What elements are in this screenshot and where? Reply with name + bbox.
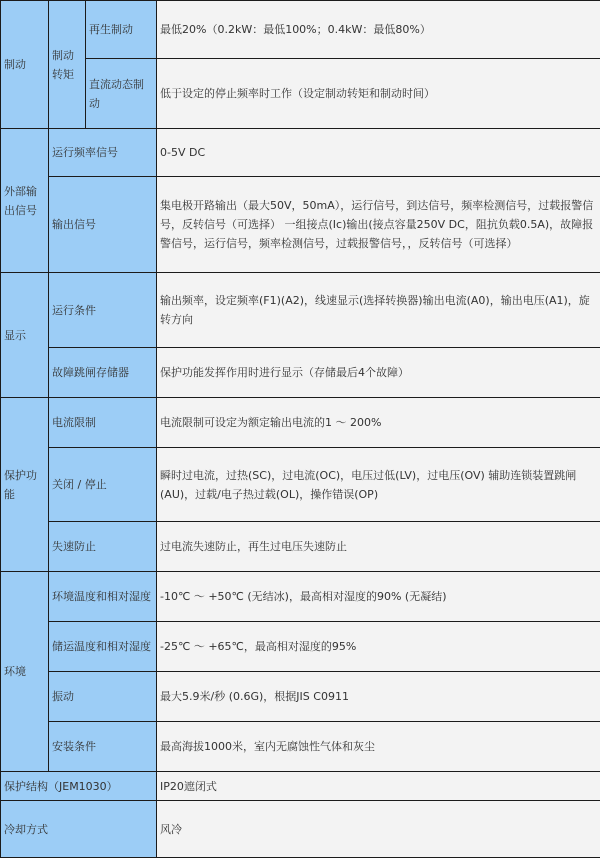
label-run-condition: 运行条件 [49,273,157,348]
label-output-signal: 输出信号 [49,177,157,273]
value-regen-brake: 最低20%（0.2kW：最低100%；0.4kW：最低80%） [157,1,600,59]
table-row [1,1,600,59]
label-regen-brake: 再生制动 [86,1,157,59]
label-cooling: 冷却方式 [1,801,157,858]
label-installation: 安装条件 [49,722,157,772]
label-stall-prevention: 失速防止 [49,522,157,572]
label-fault-memory: 故障跳闸存储器 [49,348,157,398]
value-run-condition: 输出频率，设定频率(F1)(A2)，线速显示(选择转换器)输出电流(A0)，输出电压(A1)，旋转方向 [157,273,600,348]
category-environment: 环境 [1,572,49,772]
table-row [1,522,600,572]
table-row [1,59,600,129]
category-brake: 制动 [1,1,49,129]
value-output-signal: 集电极开路输出（最大50V，50mA），运行信号，到达信号，频率检测信号，过载报警信号，反转信号（可选择） 一组接点(Ic)输出(接点容量250V DC，阻抗负载0.5A)，故障报警信号，运行信号，频率检测信号，过载报警信号，，反转信号（可选择） [157,177,600,273]
table-row [1,672,600,722]
label-storage: 储运温度和相对湿度 [49,622,157,672]
label-shutdown: 关闭 / 停止 [49,448,157,522]
label-current-limit: 电流限制 [49,398,157,448]
label-freq-signal: 运行频率信号 [49,129,157,177]
table-row [1,448,600,522]
value-shutdown: 瞬时过电流，过热(SC)，过电流(OC)，电压过低(LV)，过电压(OV) 辅助连锁装置跳闸(AU)，过载/电子热过载(OL)，操作错误(OP) [157,448,600,522]
value-installation: 最高海拔1000米，室内无腐蚀性气体和灰尘 [157,722,600,772]
table-row [1,572,600,622]
table-row [1,722,600,772]
table-row [1,348,600,398]
value-ambient: -10℃ ～ +50℃ (无结冰)，最高相对湿度的90% (无凝结) [157,572,600,622]
value-dc-brake: 低于设定的停止频率时工作（设定制动转矩和制动时间） [157,59,600,129]
subcategory-brake-torque: 制动转矩 [49,1,86,129]
label-vibration: 振动 [49,672,157,722]
category-display: 显示 [1,273,49,398]
label-ambient: 环境温度和相对湿度 [49,572,157,622]
value-freq-signal: 0-5V DC [157,129,600,177]
category-external-output: 外部输出信号 [1,129,49,273]
table-row [1,177,600,273]
value-storage: -25℃ ～ +65℃，最高相对湿度的95% [157,622,600,672]
table-row [1,772,600,801]
table-row [1,129,600,177]
value-cooling: 风冷 [157,801,600,858]
table-row [1,398,600,448]
value-vibration: 最大5.9米/秒 (0.6G)，根据JIS C0911 [157,672,600,722]
value-enclosure: IP20遮闭式 [157,772,600,801]
category-protection: 保护功能 [1,398,49,572]
table-row [1,801,600,858]
table-row [1,273,600,348]
value-stall-prevention: 过电流失速防止，再生过电压失速防止 [157,522,600,572]
label-enclosure: 保护结构（JEM1030） [1,772,157,801]
value-fault-memory: 保护功能发挥作用时进行显示（存储最后4个故障） [157,348,600,398]
value-current-limit: 电流限制可设定为额定输出电流的1 ～ 200% [157,398,600,448]
label-dc-brake: 直流动态制动 [86,59,157,129]
table-row [1,622,600,672]
